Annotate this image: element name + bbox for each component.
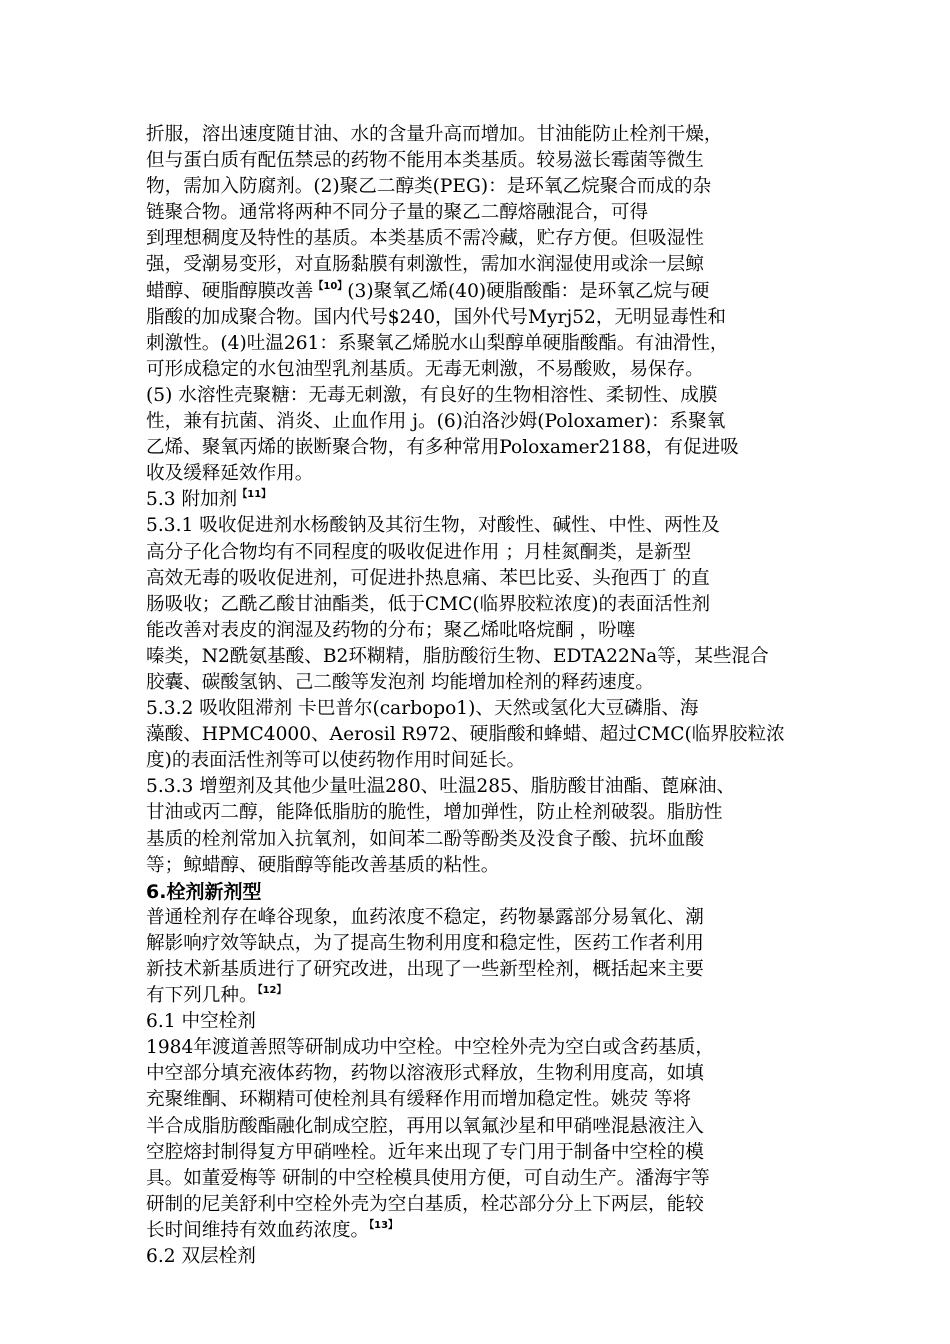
text-line	[146, 748, 818, 774]
text-line	[146, 1166, 818, 1192]
text-line	[146, 279, 818, 305]
text-line	[146, 644, 818, 670]
text-line	[146, 200, 818, 226]
line-text: 蜡醇、硬脂醇膜改善	[146, 280, 314, 302]
text-line	[146, 592, 818, 618]
text-line	[146, 461, 818, 487]
line-text: 但与蛋白质有配伍禁忌的药物不能用本类基质。较易滋长霉菌等微生	[146, 150, 704, 172]
text-line	[146, 435, 818, 461]
text-line	[146, 305, 818, 331]
line-text: 能改善对表皮的润湿及药物的分布；聚乙烯吡咯烷酮 ，吩噻	[146, 619, 636, 641]
text-line	[146, 853, 818, 879]
text-line	[146, 1087, 818, 1113]
line-text: 研制的尼美舒利中空栓外壳为空白基质，栓芯部分分上下两层，能较	[146, 1193, 704, 1215]
line-text: 强，受潮易变形，对直肠黏膜有刺激性，需加水润湿使用或涂一层鲸	[146, 254, 704, 276]
line-text: 有下列几种。	[146, 985, 258, 1007]
text-line	[146, 905, 818, 931]
line-text: 性，兼有抗菌、消炎、止血作用 j。(6)泊洛沙姆(Poloxamer)：系聚氧	[146, 411, 726, 433]
line-text: 折服，溶出速度随甘油、水的含量升高而增加。甘油能防止栓剂干燥，	[146, 124, 723, 145]
document-page	[146, 122, 818, 1270]
citation-ref: 【13】	[369, 1219, 399, 1231]
line-text: 收及缓释延效作用。	[146, 463, 314, 485]
text-line	[146, 722, 818, 748]
line-text: 解影响疗效等缺点，为了提高生物利用度和稳定性，医药工作者利用	[146, 932, 704, 954]
text-line	[146, 670, 818, 696]
line-text: 链聚合物。通常将两种不同分子量的聚乙二醇熔融混合，可得	[146, 202, 649, 224]
citation-ref: 【10】	[313, 280, 348, 292]
line-text: 刺激性。(4)吐温261：系聚氧乙烯脱水山梨醇单硬脂酸酯。有油滑性，	[146, 332, 729, 354]
text-line	[146, 357, 818, 383]
text-line	[146, 618, 818, 644]
text-line	[146, 774, 818, 800]
line-text: 5.3 附加剂	[146, 489, 238, 511]
text-line	[146, 800, 818, 826]
line-text: 5.3.2 吸收阻滞剂 卡巴普尔(carbopo1)、天然或氢化大豆磷脂、海	[146, 698, 699, 720]
line-text: 甘油或丙二醇，能降低脂肪的脆性，增加弹性，防止栓剂破裂。脂肪性	[146, 802, 723, 824]
line-text: 可形成稳定的水包油型乳剂基质。无毒无刺激，不易酸败，易保存。	[146, 358, 704, 380]
line-text: 1984年渡道善照等研制成功中空栓。中空栓外壳为空白或含药基质，	[146, 1037, 714, 1059]
text-line	[146, 513, 818, 539]
line-text: 充聚维酮、环糊精可使栓剂具有缓释作用而增加稳定性。姚荧 等将	[146, 1089, 692, 1111]
line-text: 物，需加入防腐剂。(2)聚乙二醇类(PEG)：是环氧乙烷聚合而成的杂	[146, 176, 712, 198]
text-line	[146, 148, 818, 174]
text-line	[146, 487, 818, 513]
text-line	[146, 1009, 818, 1035]
line-text: 高效无毒的吸收促进剂，可促进扑热息痛、苯巴比妥、头孢西丁 的直	[146, 567, 710, 589]
text-line	[146, 1218, 818, 1244]
line-text: (5) 水溶性壳聚糖：无毒无刺激，有良好的生物相溶性、柔韧性、成膜	[146, 384, 718, 406]
line-text: 等；鲸蜡醇、硬脂醇等能改善基质的粘性。	[146, 854, 500, 876]
text-line	[146, 1035, 818, 1061]
line-text-continued: (3)聚氧乙烯(40)硬脂酸酯：是环氧乙烷与硬	[347, 280, 710, 302]
text-line	[146, 827, 818, 853]
text-line	[146, 1192, 818, 1218]
line-text: 胶囊、碳酸氢钠、己二酸等发泡剂 均能增加栓剂的释药速度。	[146, 671, 654, 693]
line-text: 具。如董爱梅等 研制的中空栓模具使用方便，可自动生产。潘海宇等	[146, 1167, 710, 1189]
line-text: 高分子化合物均有不同程度的吸收促进作用 ；月桂氮酮类，是新型	[146, 541, 692, 563]
text-line	[146, 931, 818, 957]
text-line	[146, 1140, 818, 1166]
line-text: 5.3.3 增塑剂及其他少量吐温280、吐温285、脂肪酸甘油酯、蓖麻油、	[146, 776, 736, 798]
text-line	[146, 983, 818, 1009]
section-heading	[146, 879, 818, 905]
text-line	[146, 331, 818, 357]
line-text: 6.栓剂新剂型	[146, 880, 262, 903]
line-text: 到理想稠度及特性的基质。本类基质不需冷藏，贮存方便。但吸湿性	[146, 228, 704, 250]
text-line	[146, 1114, 818, 1140]
line-text: 乙烯、聚氧丙烯的嵌断聚合物，有多种常用Poloxamer2188，有促进吸	[146, 437, 739, 459]
line-text: 6.1 中空栓剂	[146, 1011, 256, 1033]
citation-ref: 【12】	[257, 985, 287, 997]
text-line	[146, 383, 818, 409]
line-text: 空腔熔封制得复方甲硝唑栓。近年来出现了专门用于制备中空栓的模	[146, 1141, 704, 1163]
line-text: 新技术新基质进行了研究改进，出现了一些新型栓剂，概括起来主要	[146, 959, 704, 980]
line-text: 5.3.1 吸收促进剂水杨酸钠及其衍生物，对酸性、碱性、中性、两性及	[146, 515, 720, 537]
text-line	[146, 409, 818, 435]
text-line	[146, 1061, 818, 1087]
text-line	[146, 122, 818, 148]
line-text: 中空部分填充液体药物，药物以溶液形式释放，生物利用度高，如填	[146, 1063, 704, 1085]
line-text: 嗪类，N2酰氨基酸、B2环糊精，脂肪酸衍生物、EDTA22Na等，某些混合	[146, 645, 769, 667]
line-text: 肠吸收；乙酰乙酸甘油酯类，低于CMC(临界胶粒浓度)的表面活性剂	[146, 593, 711, 615]
text-line	[146, 696, 818, 722]
line-text: 脂酸的加成聚合物。国内代号$240，国外代号Myrj52，无明显毒性和	[146, 306, 727, 328]
text-line	[146, 226, 818, 252]
line-text: 6.2 双层栓剂	[146, 1246, 256, 1268]
text-line	[146, 1244, 818, 1270]
text-line	[146, 566, 818, 592]
text-line	[146, 957, 818, 983]
text-line	[146, 174, 818, 200]
line-text: 藻酸、HPMC4000、Aerosil R972、硬脂酸和蜂蜡、超过CMC(临界胶粒浓	[146, 724, 785, 746]
line-text: 度)的表面活性剂等可以使药物作用时间延长。	[146, 750, 526, 772]
citation-ref: 【11】	[237, 489, 272, 501]
text-line	[146, 540, 818, 566]
line-text: 普通栓剂存在峰谷现象，血药浓度不稳定，药物暴露部分易氧化、潮	[146, 906, 704, 928]
line-text: 半合成脂肪酸酯融化制成空腔，再用以氧氟沙星和甲硝唑混悬液注入	[146, 1115, 704, 1137]
line-text: 基质的栓剂常加入抗氧剂，如间苯二酚等酚类及没食子酸、抗坏血酸	[146, 828, 704, 850]
text-line	[146, 252, 818, 278]
line-text: 长时间维持有效血药浓度。	[146, 1219, 370, 1241]
